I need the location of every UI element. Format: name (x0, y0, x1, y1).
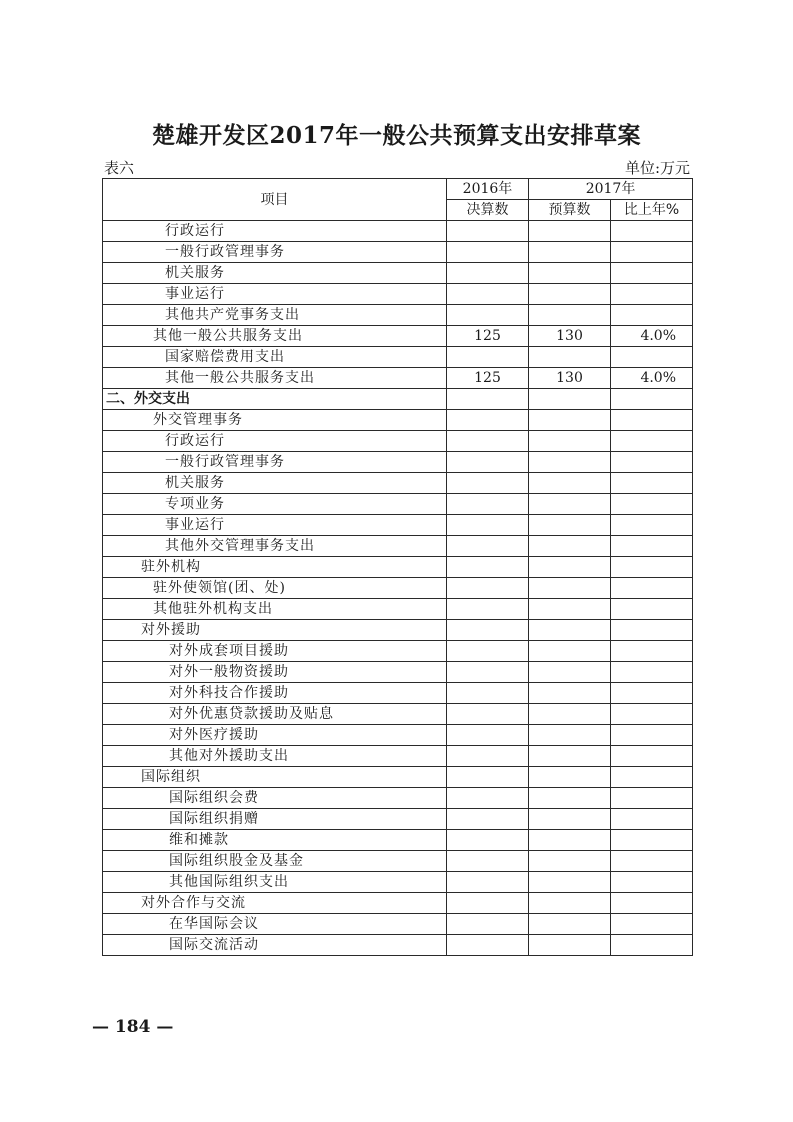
row-label: 对外一般物资援助 (103, 662, 447, 683)
row-2016-final (447, 893, 529, 914)
row-label: 行政运行 (103, 221, 447, 242)
page-number: — 184 — (92, 1017, 174, 1037)
row-label: 二、外交支出 (103, 389, 447, 410)
row-2017-budget (529, 683, 611, 704)
row-2017-budget (529, 494, 611, 515)
row-label: 事业运行 (103, 284, 447, 305)
row-label: 机关服务 (103, 263, 447, 284)
row-label: 其他共产党事务支出 (103, 305, 447, 326)
table-row (103, 662, 693, 683)
table-row (103, 809, 693, 830)
row-ratio (611, 641, 693, 662)
row-label: 专项业务 (103, 494, 447, 515)
row-label: 对外成套项目援助 (103, 641, 447, 662)
table-row (103, 851, 693, 872)
row-label: 对外援助 (103, 620, 447, 641)
row-label: 国际组织会费 (103, 788, 447, 809)
table-row (103, 767, 693, 788)
row-ratio: 4.0% (611, 326, 693, 347)
row-ratio (611, 704, 693, 725)
header-ratio: 比上年% (611, 200, 693, 221)
table-row (103, 326, 693, 347)
page-title: 楚雄开发区2017年一般公共预算支出安排草案 (151, 122, 641, 149)
row-2016-final (447, 494, 529, 515)
row-label: 驻外机构 (103, 557, 447, 578)
table-row (103, 536, 693, 557)
row-2017-budget (529, 347, 611, 368)
row-2016-final (447, 641, 529, 662)
row-ratio (611, 935, 693, 956)
row-2016-final (447, 473, 529, 494)
row-ratio (611, 494, 693, 515)
row-2017-budget (529, 263, 611, 284)
row-label: 在华国际会议 (103, 914, 447, 935)
row-ratio (611, 452, 693, 473)
row-2016-final (447, 431, 529, 452)
row-2017-budget (529, 557, 611, 578)
row-2017-budget (529, 662, 611, 683)
row-2017-budget (529, 788, 611, 809)
table-row (103, 725, 693, 746)
row-label: 对外优惠贷款援助及贴息 (103, 704, 447, 725)
row-2017-budget (529, 725, 611, 746)
table-row (103, 284, 693, 305)
row-2016-final (447, 284, 529, 305)
row-ratio: 4.0% (611, 368, 693, 389)
header-budget: 预算数 (529, 200, 611, 221)
table-row (103, 242, 693, 263)
row-2017-budget (529, 809, 611, 830)
row-ratio (611, 872, 693, 893)
row-ratio (611, 893, 693, 914)
row-2016-final (447, 788, 529, 809)
row-ratio (611, 557, 693, 578)
row-2017-budget (529, 893, 611, 914)
header-final: 决算数 (447, 200, 529, 221)
row-2017-budget (529, 431, 611, 452)
row-label: 其他国际组织支出 (103, 872, 447, 893)
row-2017-budget (529, 767, 611, 788)
row-label: 国际交流活动 (103, 935, 447, 956)
row-label: 一般行政管理事务 (103, 452, 447, 473)
row-2016-final (447, 914, 529, 935)
row-label: 其他一般公共服务支出 (103, 368, 447, 389)
row-ratio (611, 620, 693, 641)
table-row (103, 893, 693, 914)
row-label: 一般行政管理事务 (103, 242, 447, 263)
row-label: 驻外使领馆(团、处) (103, 578, 447, 599)
row-ratio (611, 578, 693, 599)
row-2016-final (447, 410, 529, 431)
table-row (103, 431, 693, 452)
row-2017-budget (529, 242, 611, 263)
row-label: 国际组织 (103, 767, 447, 788)
row-label: 维和摊款 (103, 830, 447, 851)
row-2017-budget: 130 (529, 326, 611, 347)
row-2017-budget (529, 284, 611, 305)
row-ratio (611, 914, 693, 935)
table-row (103, 872, 693, 893)
row-ratio (611, 830, 693, 851)
row-2016-final: 125 (447, 368, 529, 389)
table-row (103, 494, 693, 515)
row-2016-final (447, 305, 529, 326)
row-2016-final (447, 515, 529, 536)
row-2017-budget (529, 599, 611, 620)
row-ratio (611, 242, 693, 263)
table-row (103, 641, 693, 662)
row-label: 其他驻外机构支出 (103, 599, 447, 620)
row-ratio (611, 347, 693, 368)
row-2016-final (447, 851, 529, 872)
row-2016-final (447, 746, 529, 767)
row-2016-final (447, 872, 529, 893)
row-2016-final: 125 (447, 326, 529, 347)
row-ratio (611, 431, 693, 452)
row-2017-budget (529, 746, 611, 767)
row-2017-budget (529, 704, 611, 725)
row-ratio (611, 599, 693, 620)
table-row (103, 347, 693, 368)
row-label: 国际组织捐赠 (103, 809, 447, 830)
budget-table (102, 178, 693, 956)
table-row (103, 263, 693, 284)
row-2016-final (447, 242, 529, 263)
row-2017-budget (529, 851, 611, 872)
row-label: 其他外交管理事务支出 (103, 536, 447, 557)
row-ratio (611, 473, 693, 494)
row-ratio (611, 767, 693, 788)
table-row (103, 746, 693, 767)
row-ratio (611, 515, 693, 536)
row-label: 对外医疗援助 (103, 725, 447, 746)
row-2016-final (447, 683, 529, 704)
table-row (103, 368, 693, 389)
row-ratio (611, 746, 693, 767)
row-2016-final (447, 935, 529, 956)
row-ratio (611, 410, 693, 431)
table-row (103, 599, 693, 620)
row-2016-final (447, 347, 529, 368)
table-row (103, 221, 693, 242)
row-2017-budget (529, 914, 611, 935)
row-2017-budget (529, 935, 611, 956)
table-row (103, 788, 693, 809)
table-row (103, 452, 693, 473)
row-2016-final (447, 263, 529, 284)
row-2016-final (447, 725, 529, 746)
table-row (103, 578, 693, 599)
header-year-2017: 2017年 (529, 179, 693, 200)
row-label: 外交管理事务 (103, 410, 447, 431)
row-2017-budget (529, 515, 611, 536)
row-2017-budget: 130 (529, 368, 611, 389)
table-row (103, 704, 693, 725)
row-ratio (611, 683, 693, 704)
row-label: 机关服务 (103, 473, 447, 494)
table-row (103, 305, 693, 326)
row-2016-final (447, 599, 529, 620)
table-row (103, 557, 693, 578)
row-ratio (611, 788, 693, 809)
row-2017-budget (529, 536, 611, 557)
table-row (103, 914, 693, 935)
row-ratio (611, 305, 693, 326)
row-2017-budget (529, 641, 611, 662)
row-label: 行政运行 (103, 431, 447, 452)
row-ratio (611, 284, 693, 305)
header-year-2016: 2016年 (447, 179, 529, 200)
header-item: 项目 (103, 179, 447, 221)
header-row-1 (103, 179, 693, 200)
row-label: 国际组织股金及基金 (103, 851, 447, 872)
row-2017-budget (529, 578, 611, 599)
row-label: 对外科技合作援助 (103, 683, 447, 704)
row-label: 事业运行 (103, 515, 447, 536)
table-row (103, 683, 693, 704)
table-row (103, 389, 693, 410)
row-ratio (611, 725, 693, 746)
row-2017-budget (529, 389, 611, 410)
row-2016-final (447, 767, 529, 788)
table-row (103, 830, 693, 851)
row-2016-final (447, 620, 529, 641)
row-2017-budget (529, 830, 611, 851)
row-2017-budget (529, 473, 611, 494)
unit-label: 单位:万元 (624, 159, 690, 177)
row-ratio (611, 221, 693, 242)
row-ratio (611, 809, 693, 830)
row-ratio (611, 263, 693, 284)
row-2017-budget (529, 410, 611, 431)
row-ratio (611, 389, 693, 410)
table-label: 表六 (104, 159, 135, 177)
row-label: 其他一般公共服务支出 (103, 326, 447, 347)
row-ratio (611, 662, 693, 683)
row-2016-final (447, 557, 529, 578)
row-2017-budget (529, 620, 611, 641)
row-2017-budget (529, 221, 611, 242)
table-row (103, 935, 693, 956)
row-2016-final (447, 830, 529, 851)
row-label: 国家赔偿费用支出 (103, 347, 447, 368)
row-2016-final (447, 389, 529, 410)
table-row (103, 515, 693, 536)
row-2017-budget (529, 452, 611, 473)
table-row (103, 620, 693, 641)
row-2016-final (447, 662, 529, 683)
row-ratio (611, 851, 693, 872)
row-ratio (611, 536, 693, 557)
row-2016-final (447, 809, 529, 830)
row-label: 对外合作与交流 (103, 893, 447, 914)
table-row (103, 473, 693, 494)
row-2016-final (447, 536, 529, 557)
row-2016-final (447, 578, 529, 599)
row-2017-budget (529, 872, 611, 893)
table-row (103, 410, 693, 431)
row-2017-budget (529, 305, 611, 326)
row-label: 其他对外援助支出 (103, 746, 447, 767)
row-2016-final (447, 704, 529, 725)
row-2016-final (447, 221, 529, 242)
row-2016-final (447, 452, 529, 473)
